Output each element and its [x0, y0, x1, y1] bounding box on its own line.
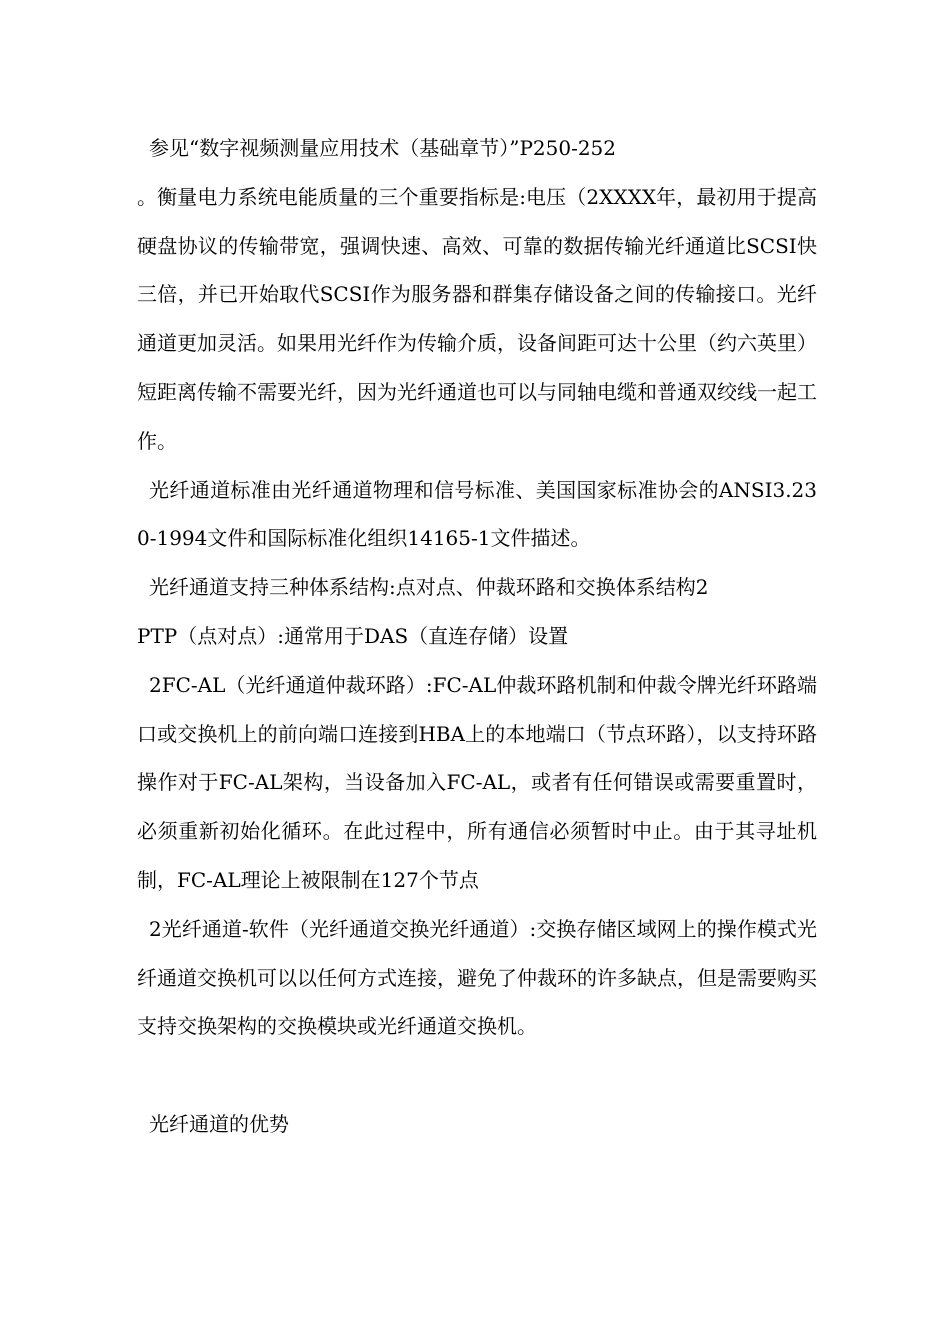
section-heading-advantages: 光纤通道的优势 [149, 1111, 289, 1136]
paragraph-reference: 参见“数字视频测量应用技术（基础章节）”P250-252 [149, 136, 617, 160]
paragraph-standards: 光纤通道标准由光纤通道物理和信号标准、美国国家标准协会的ANSI3.230-1994文件和国际标准化组织14165-1文件描述。 [137, 477, 817, 551]
paragraph-ptp: PTP（点对点）:通常用于DAS（直连存储）设置 [137, 623, 569, 648]
paragraph-intro: 。衡量电力系统电能质量的三个重要指标是:电压（2XXXX年，最初用于提高硬盘协议的传输带宽，强调快速、高效、可靠的数据传输光纤通道比SCSI快三倍，并已开始取代SCSI作为服务器和群集存储设备之间的传输接口。光纤通道更加灵活。如果用光纤作为传输介质，设备间距可达十公里（约六英里）短距离传输不需要光纤，因为光纤通道也可以与同轴电缆和普通双绞线一起工作。 [137, 184, 817, 453]
paragraph-fc-al: 2FC-AL（光纤通道仲裁环路）:FC-AL仲裁环路机制和仲裁令牌光纤环路端口或交换机上的前向端口连接到HBA上的本地端口（节点环路），以支持环路操作对于FC-AL架构，当设备加入FC-AL，或者有任何错误或需要重置时，必须重新初始化循环。在此过程中，所有通信必须暂时中止。由于其寻址机制，FC-AL理论上被限制在127个节点 [137, 672, 817, 892]
paragraph-switched-fabric: 2光纤通道-软件（光纤通道交换光纤通道）:交换存储区域网上的操作模式光纤通道交换机可以以任何方式连接，避免了仲裁环的许多缺点，但是需要购买支持交换架构的交换模块或光纤通道交换机。 [137, 916, 817, 1039]
paragraph-architectures: 光纤通道支持三种体系结构:点对点、仲裁环路和交换体系结构2 [149, 575, 709, 600]
document-body [137, 124, 817, 1149]
